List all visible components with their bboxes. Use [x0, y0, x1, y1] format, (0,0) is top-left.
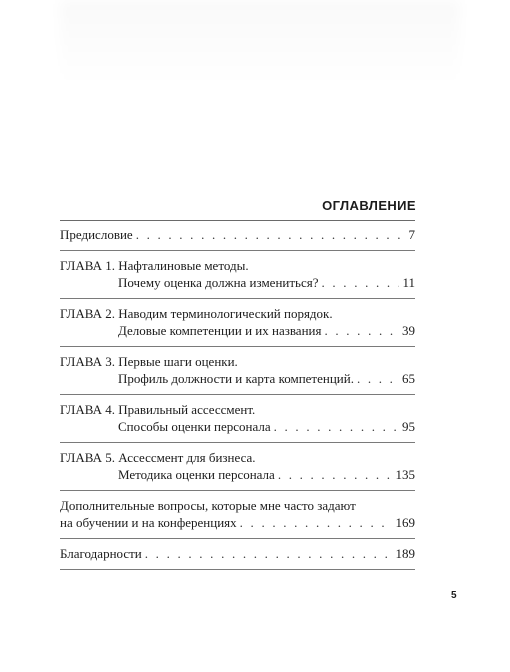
toc-list [60, 226, 415, 576]
dot-leader [357, 370, 399, 387]
dot-leader [278, 466, 393, 483]
page-number: 5 [451, 590, 457, 601]
toc-page-number: 169 [395, 515, 415, 530]
toc-chapter-subtitle: Профиль должности и карта компетенций. [118, 371, 354, 386]
toc-entry-chapter-3[interactable] [60, 353, 415, 387]
toc-entry-chapter-5[interactable] [60, 449, 415, 483]
toc-separator [60, 442, 415, 443]
toc-page-number: 189 [395, 546, 415, 561]
toc-chapter-title: Нафталиновые методы. [118, 258, 249, 273]
toc-entry-additional-questions[interactable] [60, 497, 415, 531]
toc-top-rule [60, 220, 415, 221]
toc-page-number: 65 [402, 371, 415, 386]
toc-entry-chapter-4[interactable] [60, 401, 415, 435]
toc-separator [60, 298, 415, 299]
toc-entry-chapter-1[interactable] [60, 257, 415, 291]
dot-leader [240, 514, 393, 531]
dot-leader [324, 322, 399, 339]
dot-leader [136, 226, 406, 243]
toc-separator [60, 346, 415, 347]
toc-chapter-number: ГЛАВА 4. [60, 402, 115, 417]
toc-chapter-number: ГЛАВА 1. [60, 258, 115, 273]
toc-chapter-title: Правильный ассессмент. [118, 402, 256, 417]
toc-title: ОГЛАВЛЕНИЕ [322, 198, 416, 213]
toc-entry-preface[interactable] [60, 226, 415, 243]
toc-chapter-title: Наводим терминологический порядок. [118, 306, 333, 321]
dot-leader [274, 418, 399, 435]
toc-entry-label-continued: на обучении и на конференциях [60, 515, 237, 530]
toc-chapter-number: ГЛАВА 3. [60, 354, 115, 369]
dot-leader [145, 545, 393, 562]
toc-chapter-number: ГЛАВА 5. [60, 450, 115, 465]
toc-chapter-number: ГЛАВА 2. [60, 306, 115, 321]
toc-entry-label: Благодарности [60, 546, 142, 561]
dot-leader [322, 274, 400, 291]
toc-page-number: 7 [408, 227, 415, 242]
toc-page-number: 135 [395, 467, 415, 482]
toc-chapter-subtitle: Деловые компетенции и их названия [118, 323, 322, 338]
toc-separator [60, 394, 415, 395]
toc-bottom-rule [60, 569, 415, 570]
toc-chapter-title: Первые шаги оценки. [118, 354, 238, 369]
toc-entry-chapter-2[interactable] [60, 305, 415, 339]
toc-entry-label: Предисловие [60, 227, 133, 242]
toc-entry-acknowledgements[interactable] [60, 545, 415, 562]
toc-page-number: 95 [402, 419, 415, 434]
toc-entry-label: Дополнительные вопросы, которые мне часто задают [60, 498, 356, 513]
bleed-through-shadow [60, 0, 460, 90]
toc-chapter-subtitle: Почему оценка должна измениться? [118, 275, 319, 290]
toc-chapter-subtitle: Методика оценки персонала [118, 467, 275, 482]
toc-page-number: 39 [402, 323, 415, 338]
toc-separator [60, 490, 415, 491]
toc-page-number: 11 [402, 275, 415, 290]
toc-chapter-title: Ассессмент для бизнеса. [118, 450, 256, 465]
toc-separator [60, 538, 415, 539]
toc-chapter-subtitle: Способы оценки персонала [118, 419, 271, 434]
toc-separator [60, 250, 415, 251]
